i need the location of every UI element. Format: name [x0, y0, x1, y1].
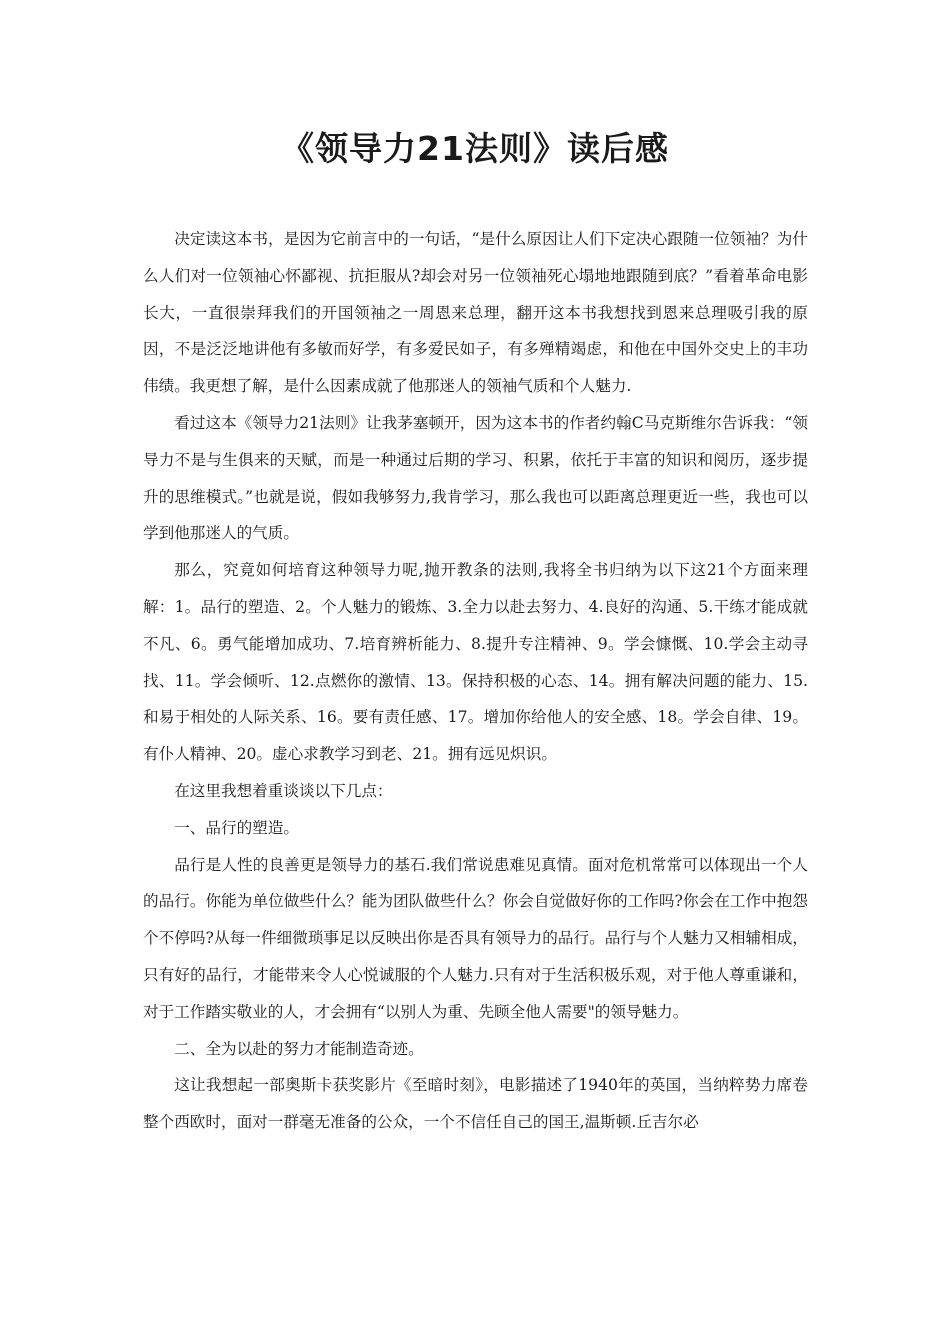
- paragraph: 在这里我想着重谈谈以下几点：: [174, 781, 393, 800]
- document-body: [143, 221, 808, 1141]
- section-heading: 二、全为以赴的努力才能制造奇迹。: [174, 1039, 424, 1058]
- paragraph: 这让我想起一部奥斯卡获奖影片《至暗时刻》，电影描述了1940年的英国，当纳粹势力席卷整个西欧时，面对一群毫无准备的公众，一个不信任自己的国王,温斯顿.丘吉尔必: [143, 1076, 808, 1132]
- document-title: 《领导力21法则》读后感: [281, 129, 669, 168]
- paragraph: 品行是人性的良善更是领导力的基石.我们常说患难见真情。面对危机常常可以体现出一个人的品行。你能为单位做些什么？能为团队做些什么？你会自觉做好你的工作吗?你会在工作中抱怨个不停吗?从每一件细微琐事足以反映出你是否具有领导力的品行。品行与个人魅力又相辅相成，只有好的品行，才能带来令人心悦诚服的个人魅力.只有对于生活积极乐观，对于他人尊重谦和，对于工作踏实敬业的人，才会拥有“以别人为重、先顾全他人需要"的领导魅力。: [143, 855, 808, 1021]
- paragraph: 那么，究竟如何培育这种领导力呢,抛开教条的法则,我将全书归纳为以下这21个方面来理解：1。品行的塑造、2。个人魅力的锻炼、3.全力以赴去努力、4.良好的沟通、5.干练才能成就不凡、6。勇气能增加成功、7.培育辨析能力、8.提升专注精神、9。学会慷慨、10.学会主动寻找、11。学会倾听、12.点燃你的激情、13。保持积极的心态、14。拥有解决问题的能力、15.和易于相处的人际关系、16。要有责任感、17。增加你给他人的安全感、18。学会自律、19。有仆人精神、20。虚心求教学习到老、21。拥有远见炽识。: [143, 561, 808, 764]
- paragraph: 看过这本《领导力21法则》让我茅塞顿开，因为这本书的作者约翰C马克斯维尔告诉我：“领导力不是与生俱来的天赋，而是一种通过后期的学习、积累，依托于丰富的知识和阅历，逐步提升的思维模式。”也就是说，假如我够努力,我肯学习，那么我也可以距离总理更近一些，我也可以学到他那迷人的气质。: [143, 413, 808, 543]
- paragraph: 决定读这本书，是因为它前言中的一句话，“是什么原因让人们下定决心跟随一位领袖？为什么人们对一位领袖心怀鄙视、抗拒服从?却会对另一位领袖死心塌地地跟随到底？”看着革命电影长大，一直很崇拜我们的开国领袖之一周恩来总理，翻开这本书我想找到恩来总理吸引我的原因，不是泛泛地讲他有多敏而好学，有多爱民如子，有多殚精竭虑，和他在中国外交史上的丰功伟绩。我更想了解，是什么因素成就了他那迷人的领袖气质和个人魅力.: [143, 230, 808, 396]
- section-heading: 一、品行的塑造。: [174, 818, 299, 837]
